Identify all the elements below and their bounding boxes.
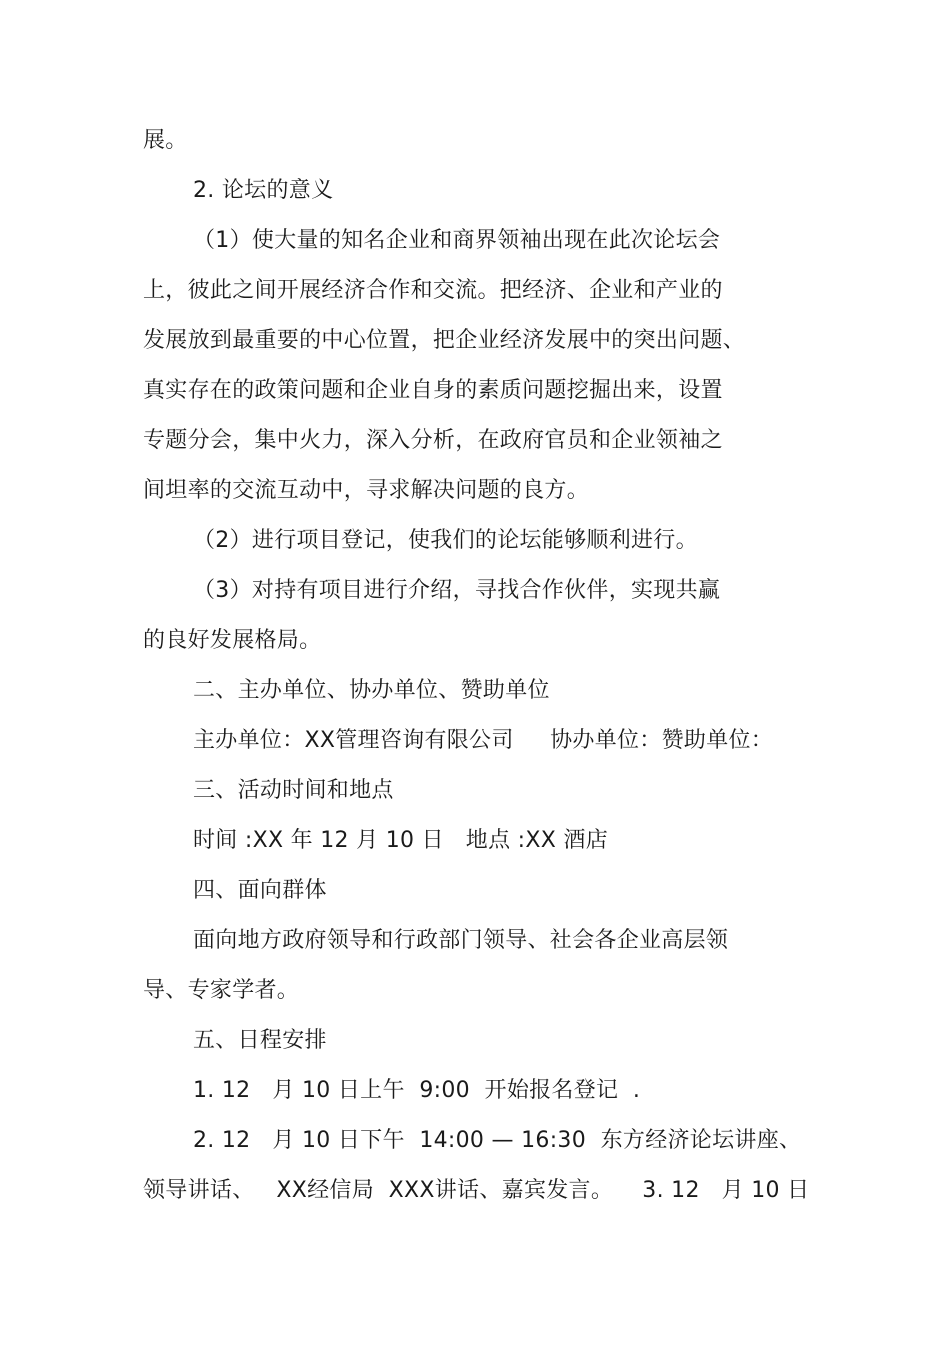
- text-line: 真实存在的政策问题和企业自身的素质问题挖掘出来，设置: [143, 378, 723, 403]
- section-heading: 2. 论坛的意义: [193, 178, 334, 203]
- text-line: 专题分会，集中火力，深入分析，在政府官员和企业领袖之: [143, 428, 723, 453]
- text-line: 展。: [143, 128, 188, 153]
- text-line: （2）进行项目登记，使我们的论坛能够顺利进行。: [193, 528, 698, 553]
- text-line: 2. 12 月 10 日下午 14:00 — 16:30 东方经济论坛讲座、: [193, 1128, 802, 1153]
- text-line: 发展放到最重要的中心位置，把企业经济发展中的突出问题、: [143, 328, 746, 353]
- section-heading: 二、主办单位、协办单位、赞助单位: [193, 678, 550, 703]
- text-line: （1）使大量的知名企业和商界领袖出现在此次论坛会: [193, 228, 721, 253]
- section-heading: 五、日程安排: [193, 1028, 327, 1053]
- text-line: 的良好发展格局。: [143, 628, 322, 653]
- text-line: 上，彼此之间开展经济合作和交流。把经济、企业和产业的: [143, 278, 723, 303]
- section-heading: 三、活动时间和地点: [193, 778, 394, 803]
- text-line: 1. 12 月 10 日上午 9:00 开始报名登记 .: [193, 1078, 641, 1103]
- text-line: 面向地方政府领导和行政部门领导、社会各企业高层领: [193, 928, 729, 953]
- text-line: 领导讲话、 XX经信局 XXX讲话、嘉宾发言。 3. 12 月 10 日: [143, 1178, 810, 1203]
- text-line: 主办单位：XX管理咨询有限公司 协办单位：赞助单位：: [193, 728, 774, 753]
- text-line: （3）对持有项目进行介绍，寻找合作伙伴，实现共赢: [193, 578, 721, 603]
- text-line: 导、专家学者。: [143, 978, 300, 1003]
- section-heading: 四、面向群体: [193, 878, 327, 903]
- text-line: 间坦率的交流互动中，寻求解决问题的良方。: [143, 478, 590, 503]
- text-line: 时间 :XX 年 12 月 10 日 地点 :XX 酒店: [193, 828, 609, 853]
